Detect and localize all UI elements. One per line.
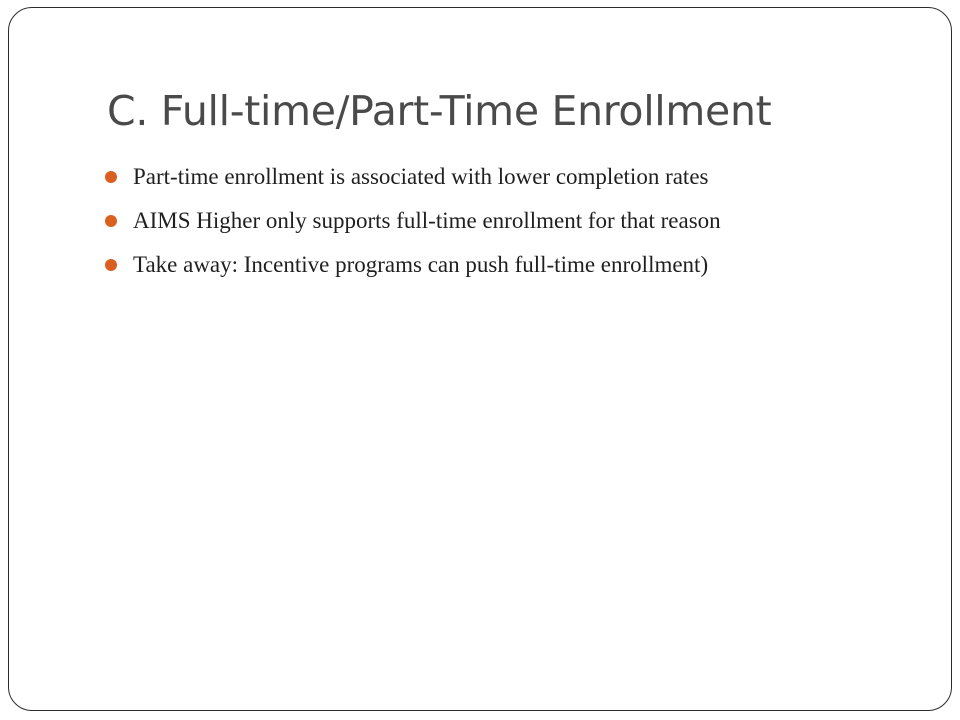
slide-title: C. Full-time/Part-Time Enrollment — [107, 87, 772, 135]
bullet-text: Take away: Incentive programs can push full-time enrollment) — [133, 252, 709, 277]
bullet-list — [105, 160, 865, 292]
bullet-dot-icon — [105, 259, 117, 271]
bullet-text: Part-time enrollment is associated with lower completion rates — [133, 164, 709, 189]
bullet-dot-icon — [105, 171, 117, 183]
bullet-dot-icon — [105, 215, 117, 227]
bullet-item — [105, 248, 865, 282]
bullet-text: AIMS Higher only supports full-time enrollment for that reason — [133, 208, 721, 233]
bullet-item — [105, 204, 865, 238]
bullet-item — [105, 160, 865, 194]
